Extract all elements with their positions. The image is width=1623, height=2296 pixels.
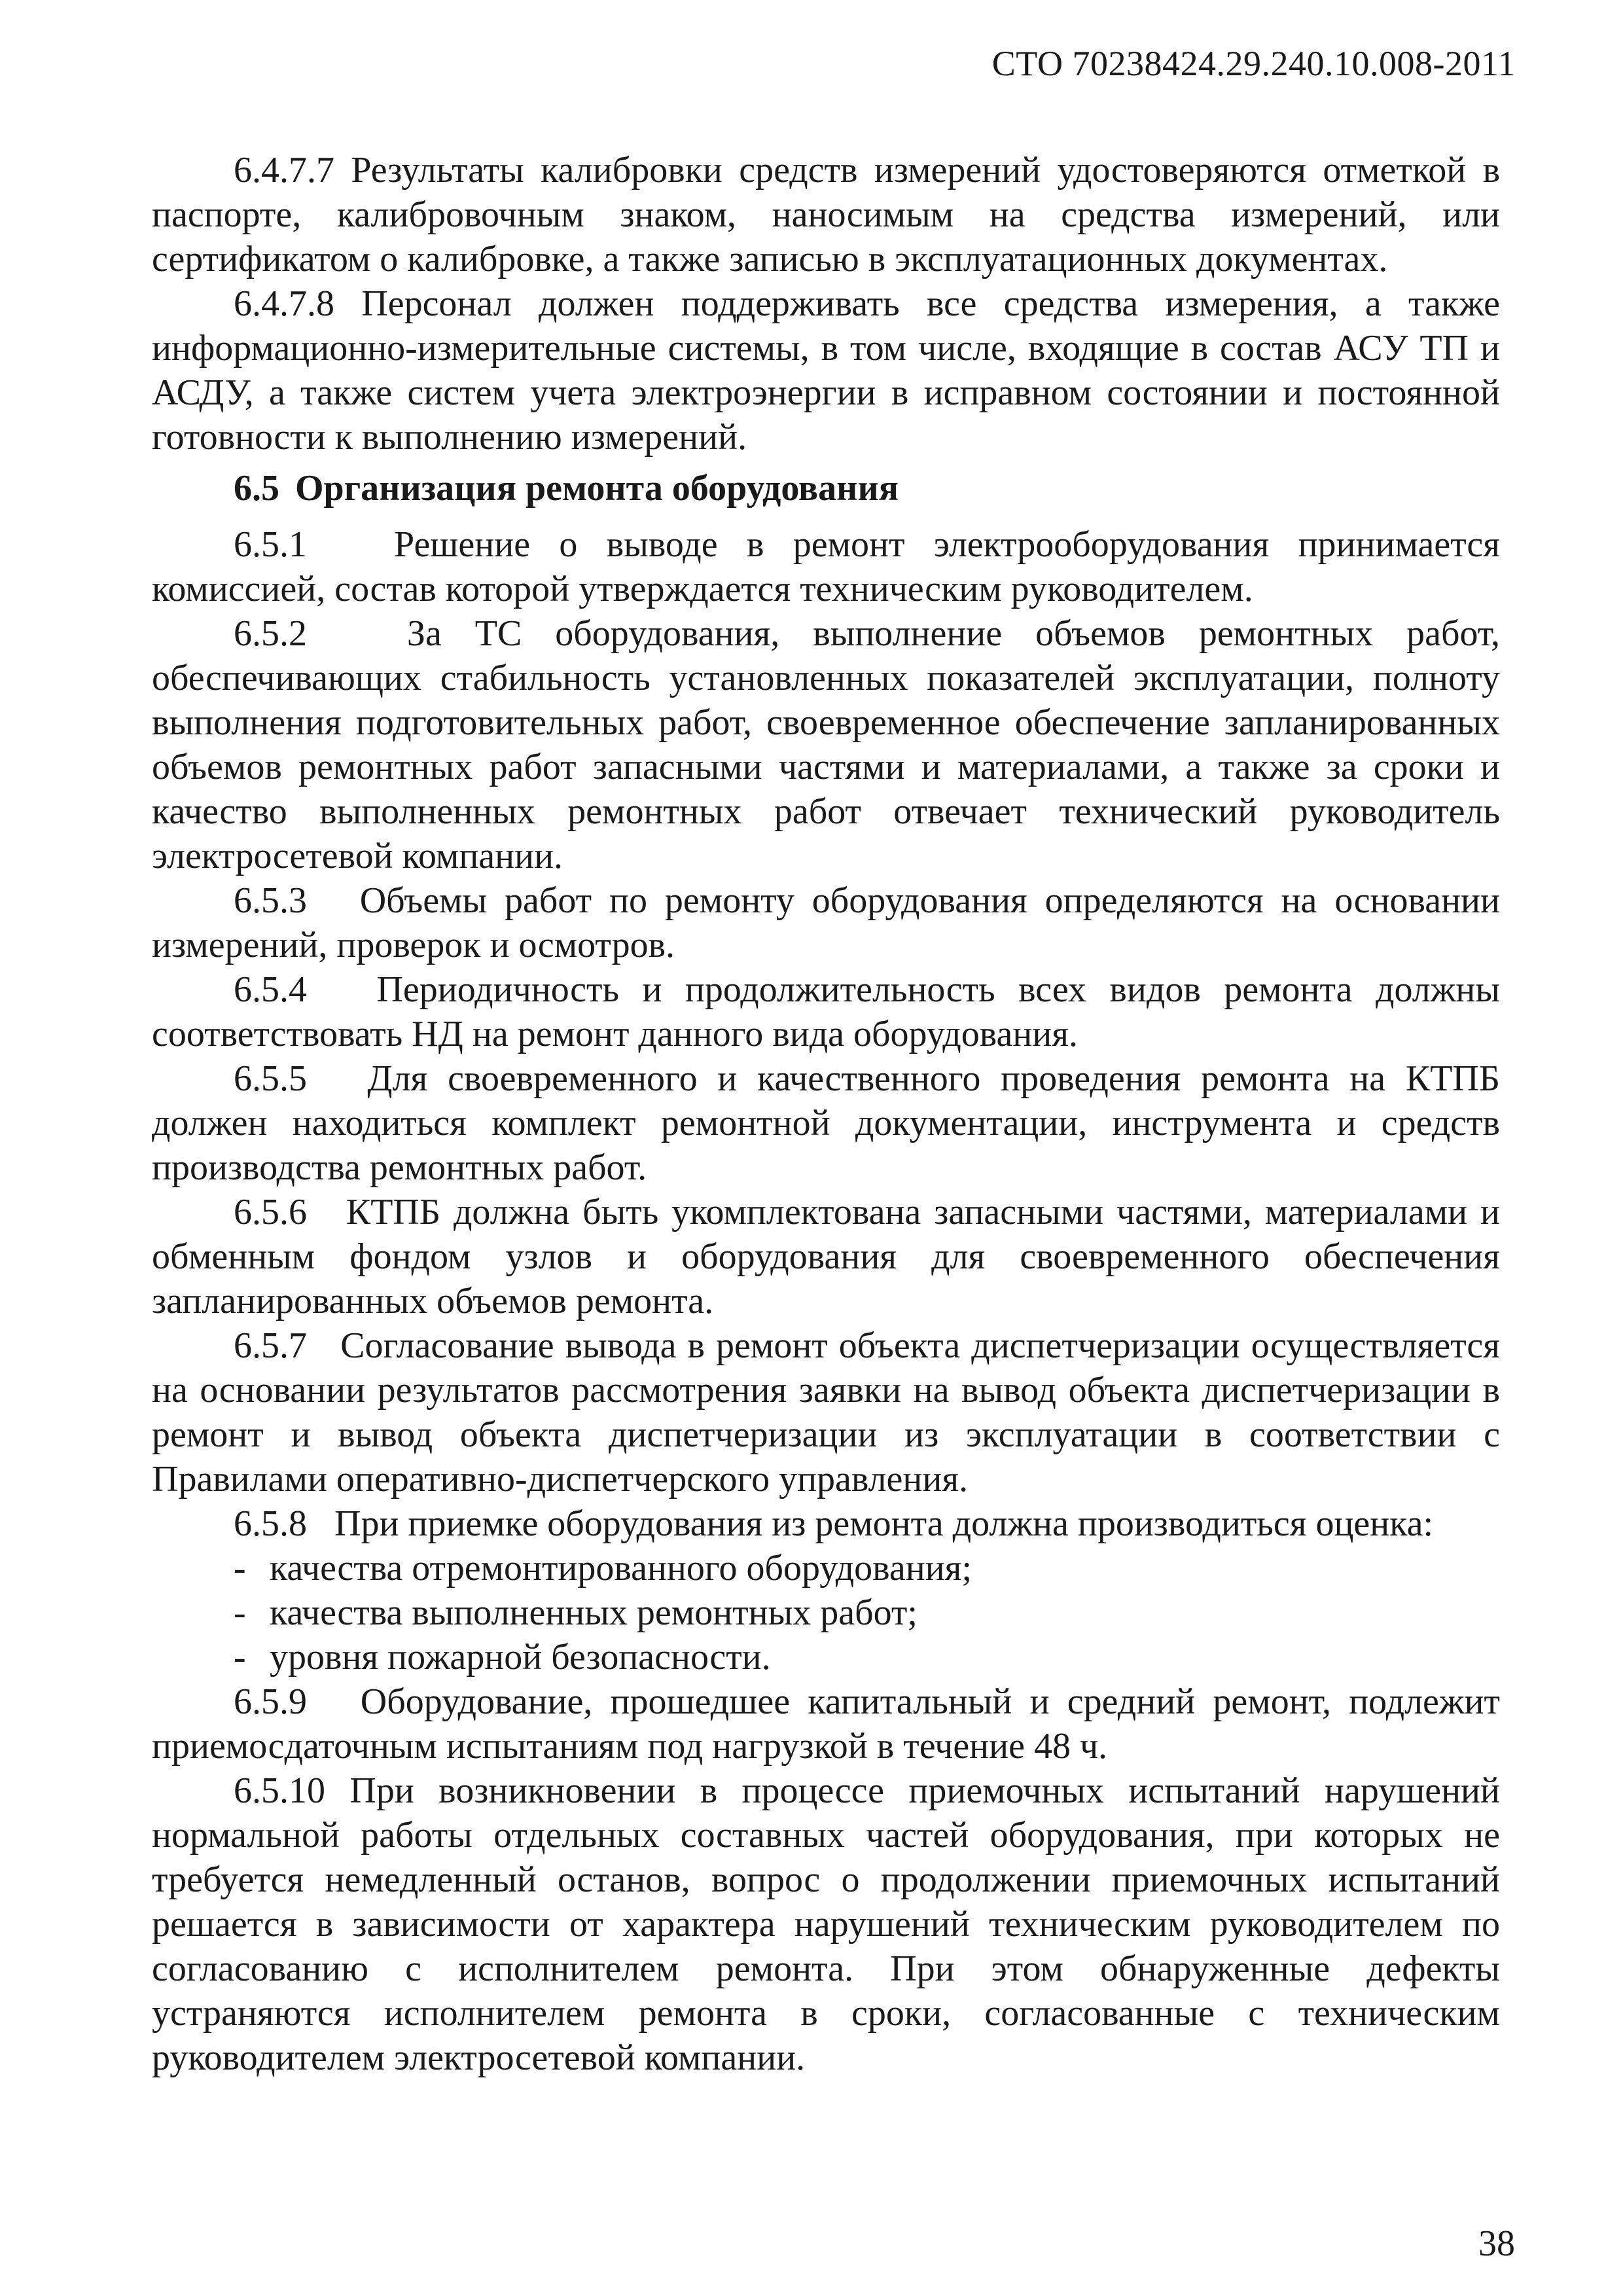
section-number: 6.5 [234, 468, 279, 509]
clause-number: 6.5.8 [234, 1503, 307, 1544]
clause-text: Объемы работ по ремонту оборудования определяются на основании измерений, проверок и осмотров. [152, 880, 1500, 965]
clause-text: За ТС оборудования, выполнение объемов ремонтных работ, обеспечивающих стабильность установленных показателей эксплуатации, полноту выполнения подготовительных работ, своевременное обеспечение запланированных объемов ремонтных работ запасными частями и материалами, а также за сроки и качество выполненных ремонтных работ отвечает технический руководитель электросетевой компании. [152, 613, 1500, 876]
clause-text: При возникновении в процессе приемочных испытаний нарушений нормальной работы отдельных составных частей оборудования, при которых не требуется немедленный останов, вопрос о продолжении приемочных испытаний решается в зависимости от характера нарушений техническим руководителем по согласованию с исполнителем ремонта. При этом обнаруженные дефекты устраняются исполнителем ремонта в сроки, согласованные с техническим руководителем электросетевой компании. [152, 1770, 1500, 2078]
clause-number: 6.4.7.8 [234, 283, 334, 324]
clause-number: 6.5.5 [234, 1058, 307, 1099]
paragraph-6-5-2 [152, 611, 1500, 878]
list-item-text: уровня пожарной безопасности. [270, 1637, 771, 1677]
clause-text: Периодичность и продолжительность всех видов ремонта должны соответствовать НД на ремонт данного вида оборудования. [152, 969, 1501, 1054]
list-item [152, 1635, 1500, 1679]
clause-text: Результаты калибровки средств измерений удостоверяются отметкой в паспорте, калибровочным знаком, наносимым на средства измерений, или сертификатом о калибровке, а также записью в эксплуатационных документах. [152, 150, 1501, 279]
list-item-text: качества выполненных ремонтных работ; [270, 1592, 918, 1633]
section-heading [152, 466, 1500, 511]
paragraph-6-5-7 [152, 1323, 1500, 1501]
clause-number: 6.4.7.7 [234, 150, 334, 190]
list-item [152, 1590, 1500, 1635]
clause-text: Для своевременного и качественного проведения ремонта на КТПБ должен находиться комплект ремонтной документации, инструмента и средств производства ремонтных работ. [152, 1058, 1501, 1188]
document-code: СТО 70238424.29.240.10.008-2011 [991, 44, 1516, 83]
document-body [152, 148, 1500, 2080]
clause-text: КТПБ должна быть укомплектована запасными частями, материалами и обменным фондом узлов и оборудования для своевременного обеспечения запланированных объемов ремонта. [152, 1192, 1501, 1321]
paragraph-6-4-7-7 [152, 148, 1500, 281]
paragraph-6-5-5 [152, 1056, 1500, 1190]
paragraph-6-5-6 [152, 1190, 1500, 1323]
paragraph-6-5-3 [152, 878, 1500, 967]
section-title: Организация ремонта оборудования [295, 468, 899, 509]
paragraph-6-5-8 [152, 1501, 1500, 1546]
clause-number: 6.5.2 [234, 613, 307, 654]
list-item-text: качества отремонтированного оборудования; [270, 1548, 972, 1588]
clause-text: Персонал должен поддерживать все средства измерения, а также информационно-измерительные системы, в том числе, входящие в состав АСУ ТП и АСДУ, а также систем учета электроэнергии в исправном состоянии и постоянной готовности к выполнению измерений. [152, 283, 1500, 457]
clause-text: При приемке оборудования из ремонта должна производиться оценка: [334, 1503, 1434, 1544]
assessment-list [152, 1546, 1500, 1679]
clause-number: 6.5.9 [234, 1681, 307, 1722]
clause-text: Оборудование, прошедшее капитальный и средний ремонт, подлежит приемосдаточным испытаниям под нагрузкой в течение 48 ч. [152, 1681, 1500, 1767]
clause-number: 6.5.4 [234, 969, 307, 1010]
paragraph-6-4-7-8 [152, 281, 1500, 459]
list-dash: - [234, 1637, 246, 1677]
list-item [152, 1546, 1500, 1590]
clause-number: 6.5.10 [234, 1770, 325, 1811]
paragraph-6-5-10 [152, 1768, 1500, 2080]
clause-text: Решение о выводе в ремонт электрооборудования принимается комиссией, состав которой утверждается техническим руководителем. [152, 524, 1500, 609]
paragraph-6-5-1 [152, 522, 1500, 611]
clause-number: 6.5.7 [234, 1325, 307, 1366]
clause-number: 6.5.1 [234, 524, 307, 565]
clause-number: 6.5.6 [234, 1192, 307, 1232]
list-dash: - [234, 1592, 246, 1633]
paragraph-6-5-4 [152, 967, 1500, 1056]
clause-number: 6.5.3 [234, 880, 307, 921]
list-dash: - [234, 1548, 246, 1588]
paragraph-6-5-9 [152, 1679, 1500, 1768]
clause-text: Согласование вывода в ремонт объекта диспетчеризации осуществляется на основании результатов рассмотрения заявки на вывод объекта диспетчеризации в ремонт и вывод объекта диспетчеризации из эксплуатации в соответствии с Правилами оперативно-диспетчерского управления. [152, 1325, 1501, 1499]
page-number: 38 [1478, 2223, 1515, 2264]
